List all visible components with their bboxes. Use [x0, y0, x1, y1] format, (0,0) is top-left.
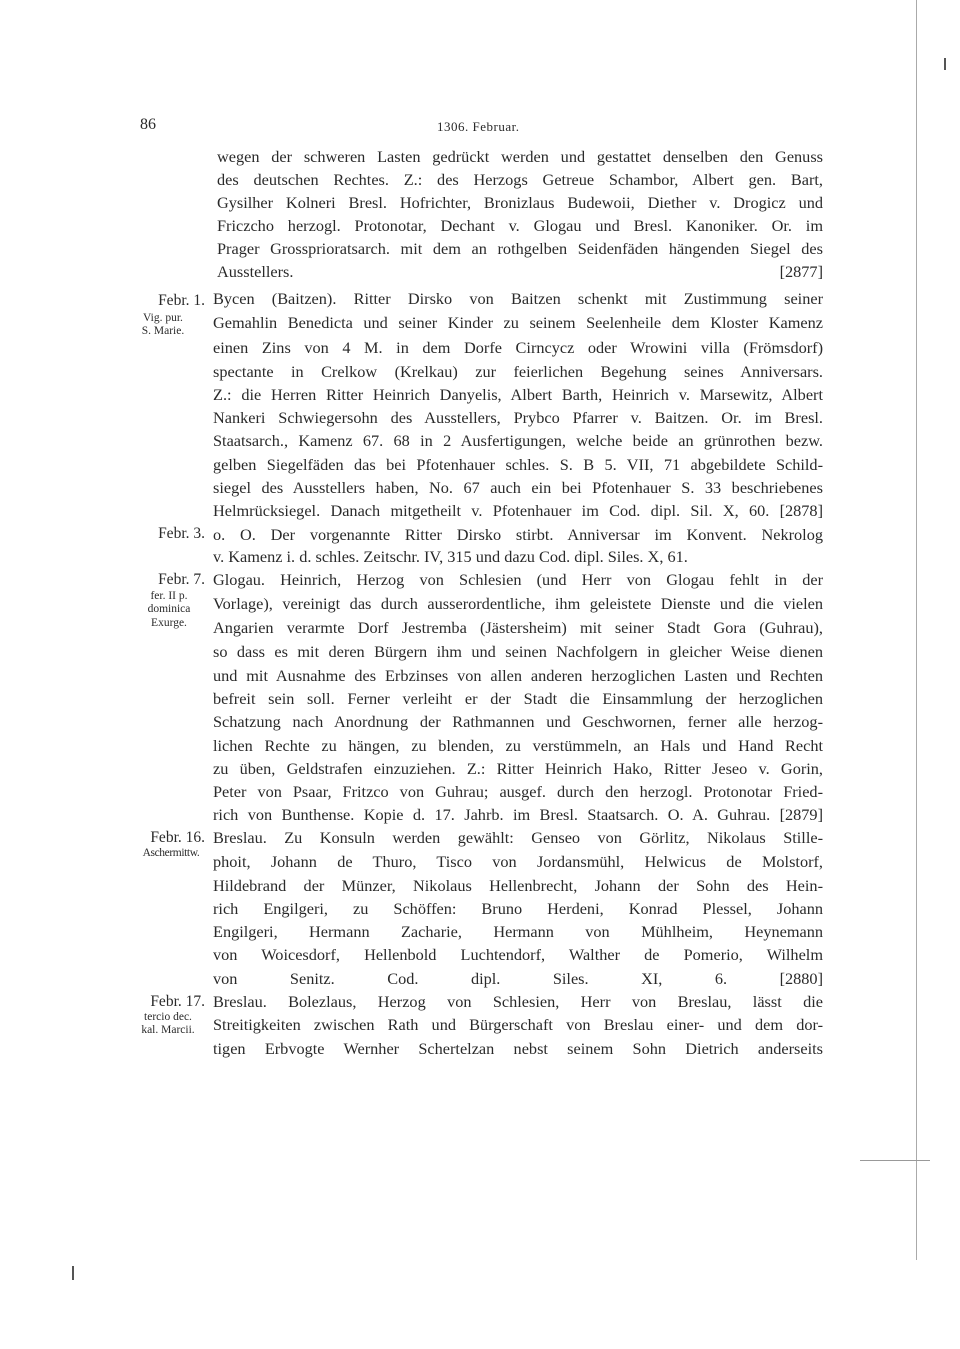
body-line: Nankeri Schwiegersohn des Ausstellers, Prybco Pfarrer v. Baitzen. Or. im Bresl.: [213, 408, 823, 427]
body-line: Bycen (Baitzen). Ritter Dirsko von Baitzen schenkt mit Zustimmung seiner: [213, 289, 823, 308]
margin-date: Febr. 3.: [158, 525, 205, 542]
body-line: rich Engilgeri, zu Schöffen: Bruno Herdeni, Konrad Plessel, Johann: [213, 899, 823, 918]
body-line: Z.: die Herren Ritter Heinrich Danyelis, Albert Barth, Heinrich v. Marsewitz, Albert: [213, 385, 823, 404]
body-line: Friczcho herzogl. Protonotar, Dechant v. Glogau und Bresl. Kanoniker. Or. im: [217, 216, 823, 235]
body-line: Streitigkeiten zwischen Rath und Bürgerschaft von Breslau einer- und dem dor-: [213, 1015, 823, 1034]
body-line: Vorlage), vereinigt das durch ausserordentliche, ihm geleistete Dienste und die vielen: [213, 594, 823, 613]
body-line: Angarien verarmte Dorf Jestremba (Jästersheim) mit seiner Stadt Gora (Guhrau),: [213, 618, 823, 637]
page-number: 86: [140, 116, 156, 133]
body-line: Breslau. Bolezlaus, Herzog von Schlesien, Herr von Breslau, lässt die: [213, 992, 823, 1011]
margin-note: tercio dec.: [144, 1011, 192, 1023]
body-line: siegel des Ausstellers haben, No. 67 auch ein bei Pfotenhauer S. 33 beschriebenes: [213, 478, 823, 497]
body-line: zu üben, Geldstrafen einzuziehen. Z.: Ritter Heinrich Hako, Ritter Jeseo v. Gorin,: [213, 759, 823, 778]
body-line: befreit sein soll. Ferner verleiht er der Stadt die Einsammlung der herzoglichen: [213, 689, 823, 708]
body-line: einen Zins von 4 M. in dem Dorfe Cirncycz oder Wrowini villa (Frömsdorf): [213, 338, 823, 357]
body-line: rich von Bunthense. Kopie d. 17. Jahrb. im Bresl. Staatsarch. O. A. Guhrau. [2879]: [213, 805, 823, 824]
body-line: Schatzung nach Anordnung der Rathmannen und Geschwornen, ferner alle herzog-: [213, 712, 823, 731]
margin-date: Febr. 16.: [150, 829, 205, 846]
body-line: und mit Ausnahme des Erbzinses von allen anderen herzoglichen Lasten und Rechten: [213, 666, 823, 685]
body-line: Helmrücksiegel. Danach mitgetheilt v. Pfotenhauer im Cod. dipl. Sil. X, 60. [2878]: [213, 501, 823, 520]
body-line: Breslau. Zu Konsuln werden gewählt: Genseo von Görlitz, Nikolaus Stille-: [213, 828, 823, 847]
body-line: Gysilher Kolneri Bresl. Hofrichter, Bronizlaus Budewoii, Diether v. Drogicz und: [217, 193, 823, 212]
margin-note: S. Marie.: [141, 325, 185, 337]
scan-edge-line: [916, 0, 917, 1260]
scan-edge-mark: [860, 1160, 930, 1161]
body-line: Hildebrand der Münzer, Nikolaus Hellenbrecht, Johann der Sohn des Hein-: [213, 876, 823, 895]
body-line: Peter von Psaar, Fritzco von Guhrau; ausgef. durch den herzogl. Protonotar Fried-: [213, 782, 823, 801]
body-line: von Woicesdorf, Hellenbold Luchtendorf, Walther de Pomerio, Wilhelm: [213, 945, 823, 964]
margin-note: dominica: [147, 603, 191, 615]
scan-edge-mark: [72, 1266, 74, 1280]
running-head: 1306. Februar.: [437, 119, 520, 134]
body-line: tigen Erbvogte Wernher Schertelzan nebst seinem Sohn Dietrich anderseits: [213, 1039, 823, 1058]
margin-date: Febr. 1.: [158, 292, 205, 309]
margin-date: Febr. 17.: [150, 993, 205, 1010]
body-line: phoit, Johann de Thuro, Tisco von Jordansmühl, Helwicus de Molstorf,: [213, 852, 823, 871]
margin-note: kal. Marcii.: [141, 1024, 195, 1036]
body-line: v. Kamenz i. d. schles. Zeitschr. IV, 315 und dazu Cod. dipl. Siles. X, 61.: [213, 547, 688, 566]
body-line: wegen der schweren Lasten gedrückt werden und gestattet denselben den Genuss: [217, 147, 823, 166]
body-line: Staatsarch., Kamenz 67. 68 in 2 Ausfertigungen, welche beide an grünrothen bezw.: [213, 431, 823, 450]
body-line: o. O. Der vorgenannte Ritter Dirsko stirbt. Anniversar im Konvent. Nekrolog: [213, 525, 823, 544]
body-line: des deutschen Rechtes. Z.: des Herzogs Getreue Schambor, Albert gen. Bart,: [217, 170, 823, 189]
body-line: Prager Grossprioratsarch. mit dem an rothgelben Seidenfäden hängenden Siegel des: [217, 239, 823, 258]
body-line: spectante in Crelkow (Krelkau) zur feierlichen Begehung seines Anniversars.: [213, 362, 823, 381]
body-line: von Senitz. Cod. dipl. Siles. XI, 6. [2880]: [213, 969, 823, 988]
body-line: so dass es mit deren Bürgern ihm und seinen Nachfolgern in gleicher Weise dienen: [213, 642, 823, 661]
body-line: Gemahlin Benedicta und seiner Kinder zu seinem Seelenheile dem Kloster Kamenz: [213, 313, 823, 332]
body-line: Glogau. Heinrich, Herzog von Schlesien (und Herr von Glogau fehlt in der: [213, 570, 823, 589]
margin-date: Febr. 7.: [158, 571, 205, 588]
margin-note: Exurge.: [151, 617, 187, 629]
body-line: lichen Rechte zu hängen, zu blenden, zu verstümmeln, an Hals und Hand Recht: [213, 736, 823, 755]
margin-note: fer. II p.: [150, 590, 188, 602]
body-line: gelben Siegelfäden das bei Pfotenhauer schles. S. B 5. VII, 71 abgebildete Schild-: [213, 455, 823, 474]
margin-note: Aschermittw.: [142, 847, 200, 859]
body-line: Ausstellers. [2877]: [217, 262, 823, 281]
scan-edge-mark: [944, 58, 946, 70]
margin-note: Vig. pur.: [143, 312, 183, 324]
body-line: Engilgeri, Hermann Zacharie, Hermann von Mühlheim, Heynemann: [213, 922, 823, 941]
